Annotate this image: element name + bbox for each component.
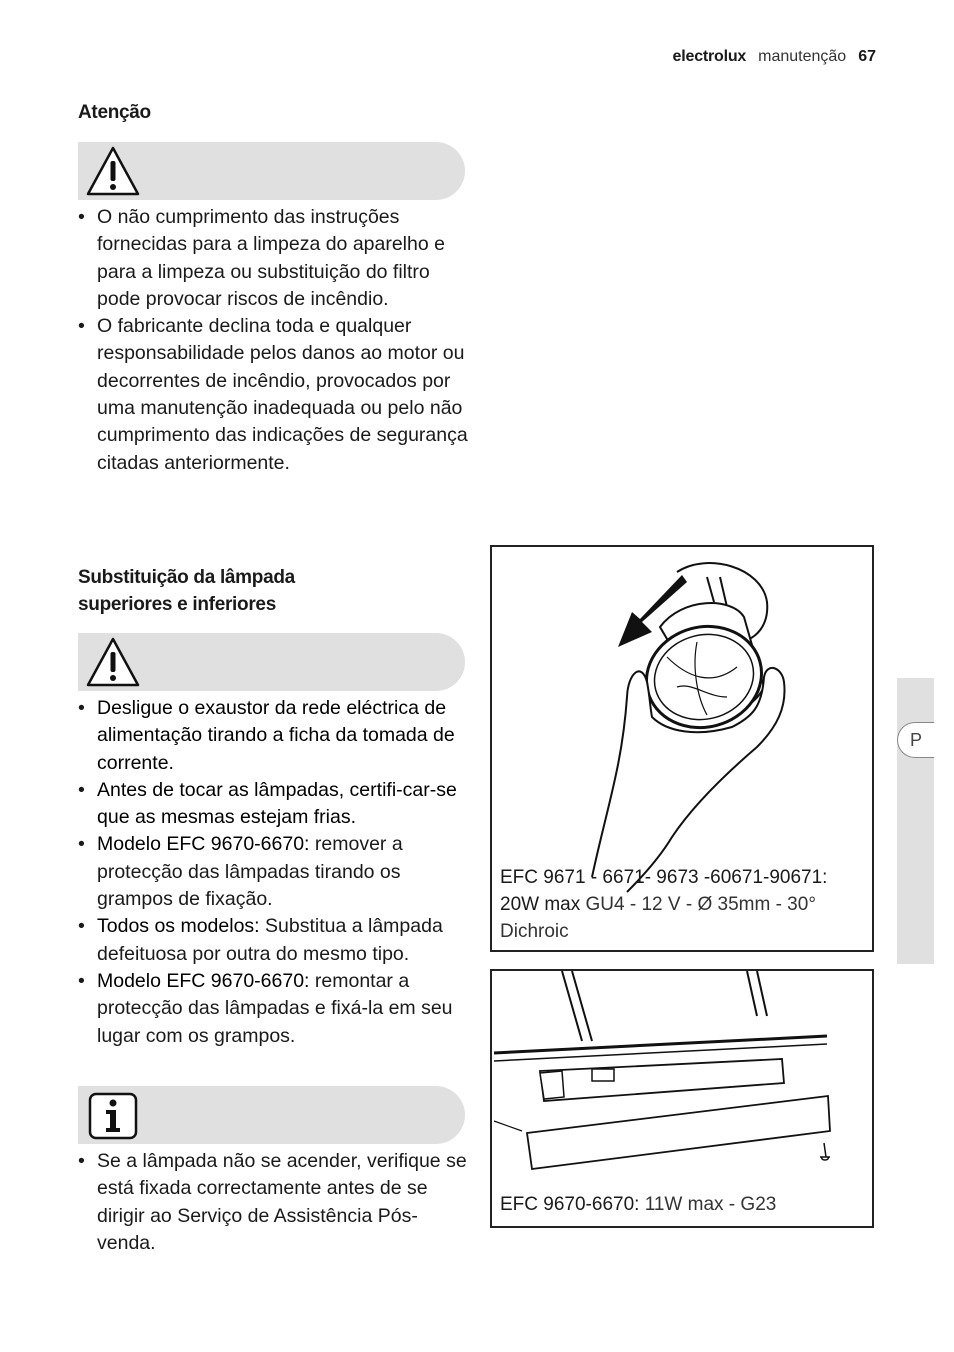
list-item: • O não cumprimento das instruções fornecidas para a limpeza do aparelho e para a limpeza ou substituição do filtro pode provocar riscos de incêndio. <box>78 204 468 313</box>
info-icon <box>84 1088 142 1142</box>
lamp-title-line1: Substituição da lâmpada <box>78 567 295 588</box>
language-letter: P <box>897 722 934 758</box>
warning-bar <box>78 633 465 691</box>
figure-dichroic-lamp <box>490 545 874 952</box>
figure1-caption-line1: EFC 9671 - 6671- 9673 -60671-90671: <box>500 867 828 888</box>
page-header <box>673 48 876 66</box>
section-name: manutenção <box>758 48 847 65</box>
g23-illustration <box>492 971 872 1226</box>
figure1-caption <box>500 864 868 945</box>
page-number: 67 <box>858 48 876 65</box>
info-bar <box>78 1086 465 1144</box>
language-tab <box>897 678 934 964</box>
lamp-title-line2: superiores e inferiores <box>78 594 276 615</box>
list-item: • Desligue o exaustor da rede eléctrica de alimentação tirando a ficha da tomada de corrente. <box>78 695 470 777</box>
figure1-caption-line2: 20W max GU4 - 12 V - Ø 35mm - 30° <box>500 894 816 915</box>
lamp-section-title <box>78 564 295 618</box>
brand-name: electrolux <box>672 48 747 65</box>
attention-list <box>78 204 468 477</box>
list-item: • Antes de tocar as lâmpadas, certifi-car-se que as mesmas estejam frias. <box>78 777 470 832</box>
warning-bar <box>78 142 465 200</box>
attention-title: Atenção <box>78 102 151 123</box>
list-item: • Se a lâmpada não se acender, verifique se está fixada correctamente antes de se dirigir ao Serviço de Assistência Pós-venda. <box>78 1148 470 1257</box>
warning-triangle-icon <box>84 144 142 198</box>
figure1-caption-line3: Dichroic <box>500 921 569 942</box>
list-item: • Modelo EFC 9670-6670: remontar a protecção das lâmpadas e fixá-la em seu lugar com os grampos. <box>78 968 470 1050</box>
list-item: • Todos os modelos: Substitua a lâmpada defeituosa por outra do mesmo tipo. <box>78 913 470 968</box>
list-item: • O fabricante declina toda e qualquer responsabilidade pelos danos ao motor ou decorrentes de incêndio, provocados por uma manutenção inadequada ou pelo não cumprimento das indicações de segurança citadas anteriormente. <box>78 313 468 477</box>
list-item: • Modelo EFC 9670-6670: remover a protecção das lâmpadas tirando os grampos de fixação. <box>78 831 470 913</box>
warning-triangle-icon <box>84 635 142 689</box>
figure2-caption: EFC 9670-6670: 11W max - G23 <box>500 1194 777 1215</box>
lamp-steps-list <box>78 695 470 1050</box>
info-list <box>78 1148 470 1257</box>
figure-g23-lamp <box>490 969 874 1228</box>
